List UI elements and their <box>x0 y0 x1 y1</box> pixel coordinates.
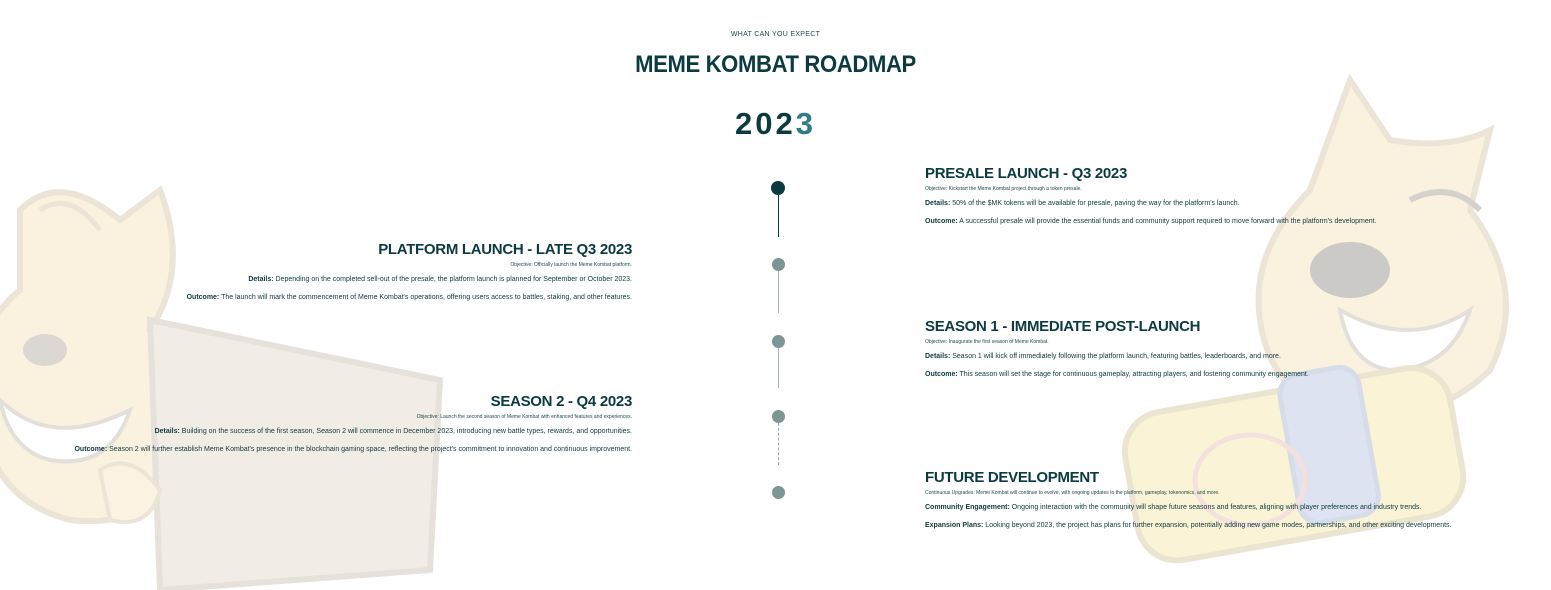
milestone-details: Details: Building on the success of the first season, Season 2 will commence in December 2023, introducing new battle types, rewards, and opportunities. <box>154 428 632 435</box>
timeline-dot-3 <box>772 335 785 348</box>
mascot-left-illustration <box>0 150 480 590</box>
milestone-objective: Objective: Launch the second season of Meme Kombat with enhanced features and experiences. <box>416 414 632 420</box>
milestone-future-development <box>925 469 1452 541</box>
milestone-details: Details: Season 1 will kick off immediately following the platform launch, featuring battles, leaderboards, and more. <box>925 353 1281 360</box>
milestone-title: FUTURE DEVELOPMENT <box>925 469 1099 486</box>
milestone-objective: Objective: Officially launch the Meme Kombat platform. <box>510 262 632 268</box>
timeline-connector-1 <box>778 195 779 237</box>
milestone-title: SEASON 1 - IMMEDIATE POST-LAUNCH <box>925 318 1201 335</box>
timeline-connector-4 <box>778 423 779 465</box>
timeline-connector-3 <box>778 348 779 388</box>
milestone-title: PRESALE LAUNCH - Q3 2023 <box>925 165 1128 182</box>
milestone-outcome: Outcome: The launch will mark the commencement of Meme Kombat's operations, offering users access to battles, staking, and other features. <box>186 294 632 302</box>
year-accent-digit: 3 <box>795 106 816 141</box>
timeline-dot-1 <box>771 181 785 195</box>
year-prefix: 202 <box>735 106 796 141</box>
timeline-connector-2 <box>778 271 779 313</box>
milestone-details: Details: 50% of the $MK tokens will be available for presale, paving the way for the platform's launch. <box>925 200 1240 207</box>
milestone-details: Details: Depending on the completed sell-out of the presale, the platform launch is planned for September or October 2023. <box>248 276 632 283</box>
section-eyebrow: WHAT CAN YOU EXPECT <box>730 31 821 38</box>
timeline-dot-4 <box>772 410 785 423</box>
milestone-season-1 <box>925 318 1309 390</box>
milestone-title: PLATFORM LAUNCH - LATE Q3 2023 <box>378 241 632 258</box>
milestone-community-engagement: Community Engagement: Ongoing interaction with the community will shape future seasons and features, aligning with player preferences and industry trends. <box>925 504 1422 511</box>
timeline-dot-2 <box>772 258 785 271</box>
milestone-outcome: Outcome: A successful presale will provide the essential funds and community support required to move forward with the platform's development. <box>925 218 1377 226</box>
milestone-platform-launch <box>187 241 632 313</box>
page-title: MEME KOMBAT ROADMAP <box>635 51 916 78</box>
milestone-objective: Objective: Kickstart the Meme Kombat project through a token presale. <box>925 186 1082 192</box>
milestone-expansion-plans: Expansion Plans: Looking beyond 2023, the project has plans for further expansion, potentially adding new game modes, partnerships, and other exciting developments. <box>925 522 1452 530</box>
timeline-dot-5 <box>772 486 785 499</box>
milestone-outcome: Outcome: Season 2 will further establish Meme Kombat's presence in the blockchain gaming space, reflecting the project's commitment to innovation and continuous improvement. <box>74 446 632 454</box>
milestone-presale <box>925 165 1377 237</box>
milestone-objective: Continuous Upgrades: Meme Kombat will continue to evolve, with ongoing updates to the platform, gameplay, tokenomics, and more. <box>925 490 1220 496</box>
milestone-outcome: Outcome: This season will set the stage for continuous gameplay, attracting players, and fostering community engagement. <box>925 371 1309 379</box>
milestone-objective: Objective: Inaugurate the first season of Meme Kombat. <box>925 339 1049 345</box>
roadmap-year <box>0 106 1551 142</box>
milestone-title: SEASON 2 - Q4 2023 <box>490 393 632 410</box>
milestone-season-2 <box>74 393 632 465</box>
